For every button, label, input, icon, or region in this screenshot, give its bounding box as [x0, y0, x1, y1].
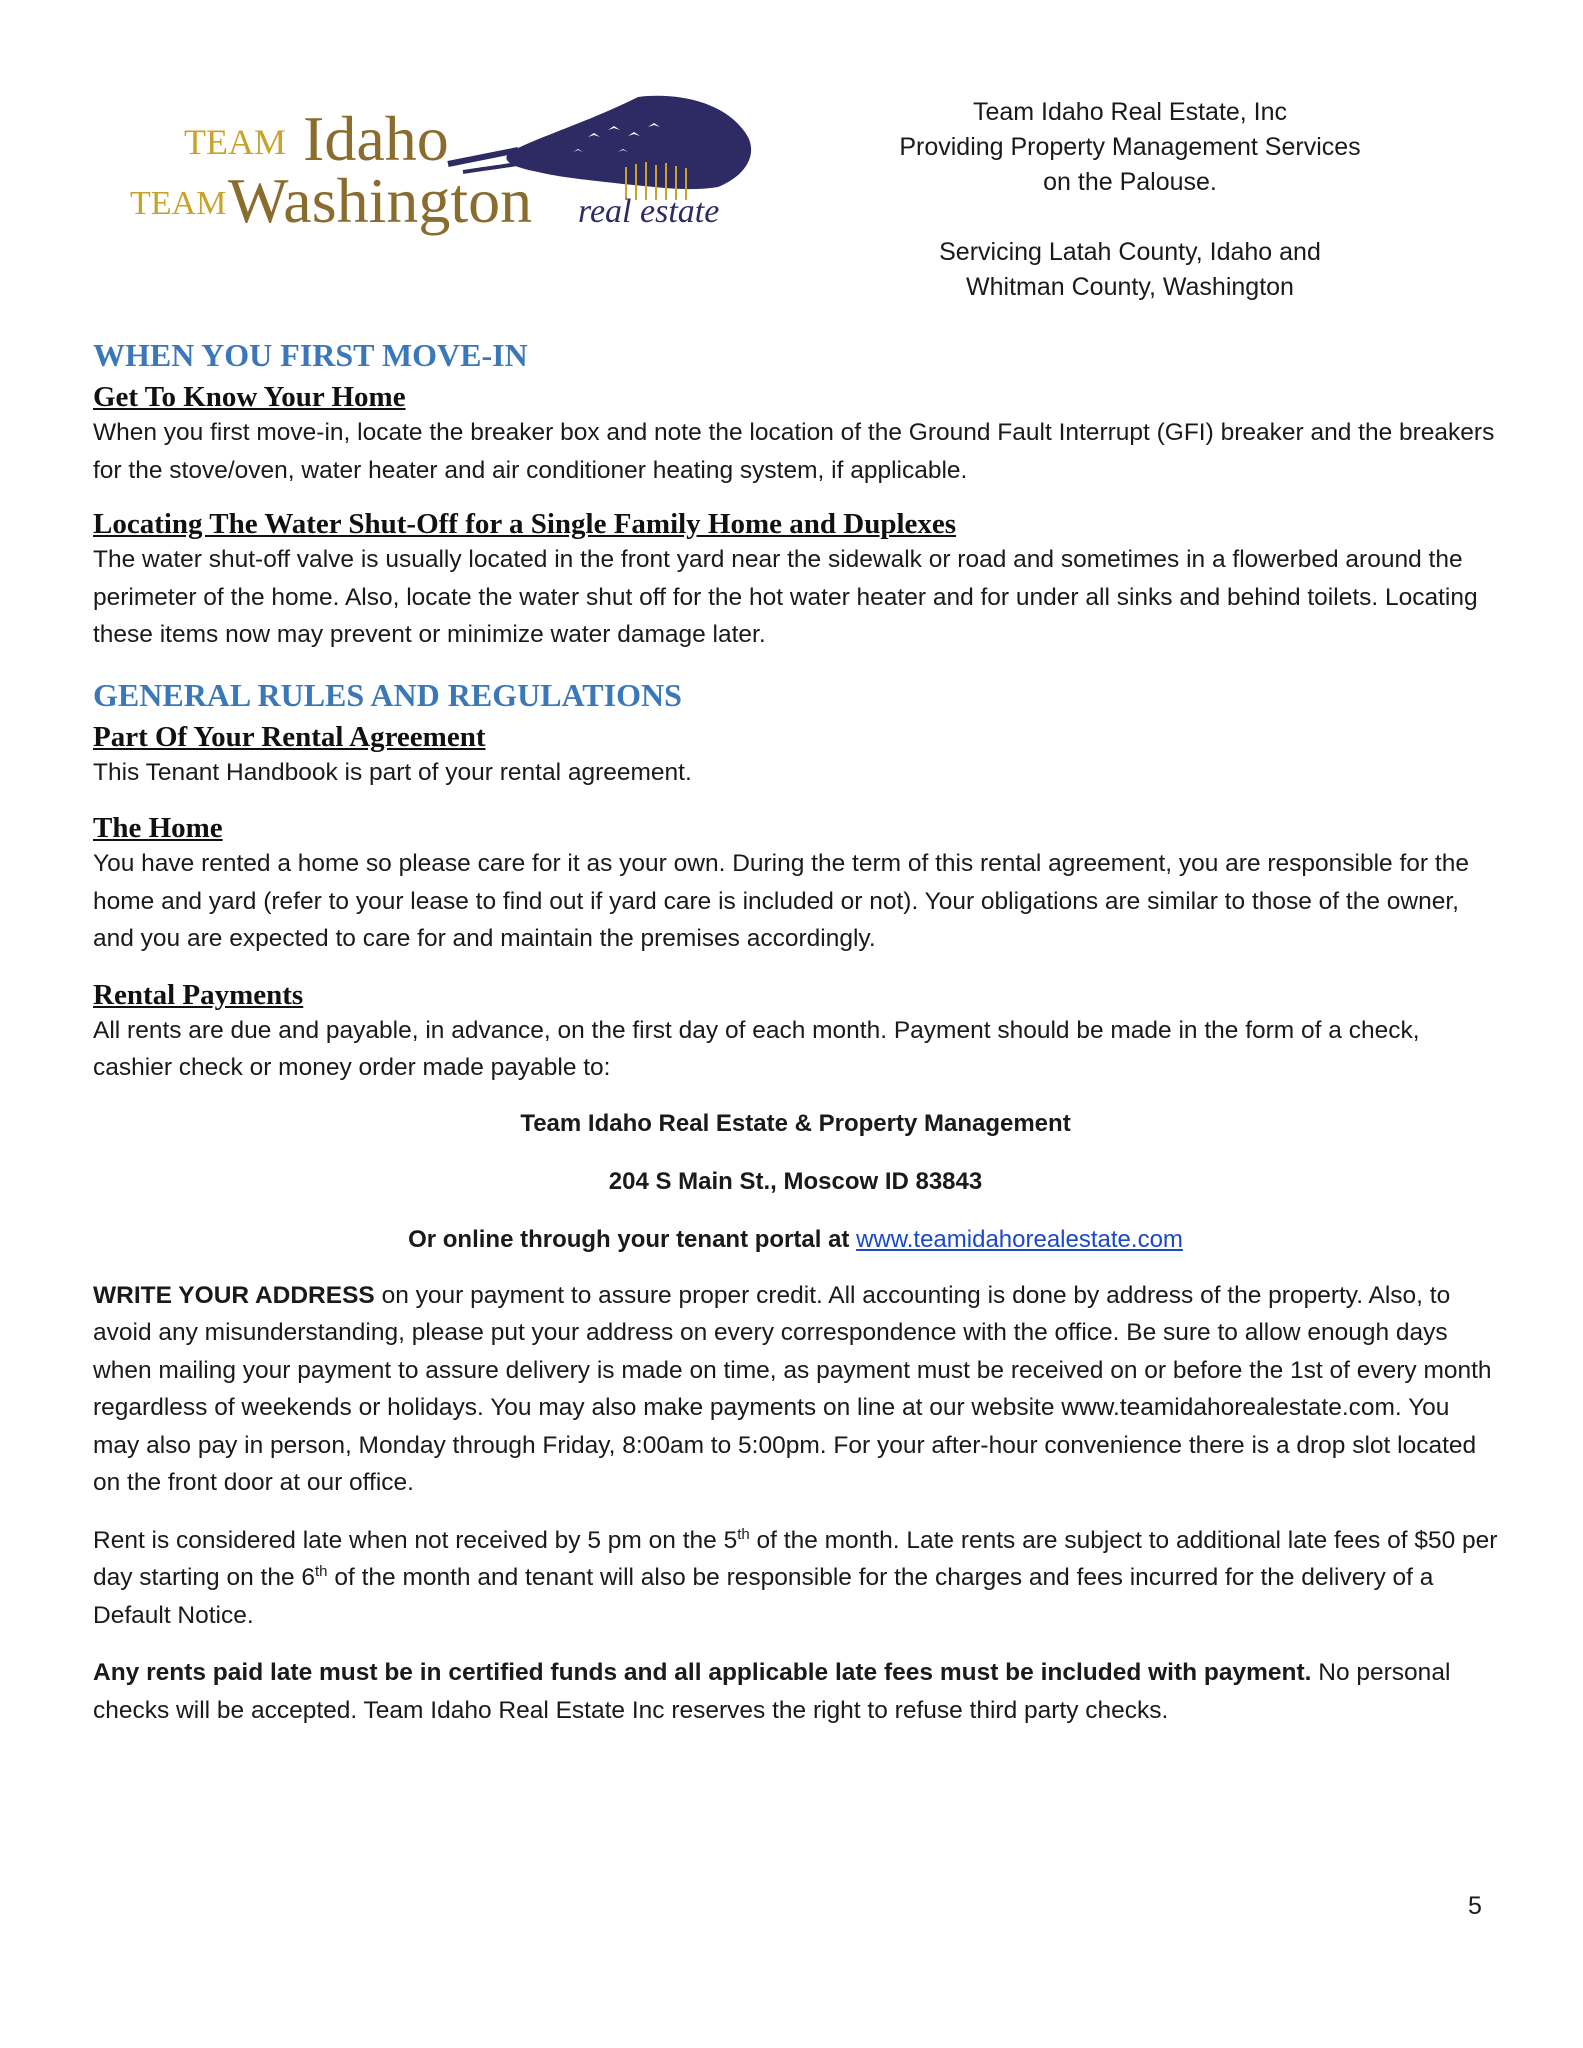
write-address-bold: WRITE YOUR ADDRESS — [93, 1281, 375, 1309]
payee-name: Team Idaho Real Estate & Property Management — [520, 1109, 1071, 1137]
company-line: Providing Property Management Services — [899, 133, 1361, 161]
section-title-rules: GENERAL RULES AND REGULATIONS — [93, 676, 682, 713]
paragraph-rental-agreement: This Tenant Handbook is part of your rental agreement. — [93, 758, 692, 786]
company-line: on the Palouse. — [1043, 168, 1217, 196]
subheading-rental-agreement: Part Of Your Rental Agreement — [93, 720, 486, 753]
certified-text: No personal checks will be accepted. Team Idaho Real Estate Inc reserves the right to refuse third party checks. — [93, 1659, 1451, 1724]
late-text-1: Rent is considered late when not received by 5 pm on the 5 — [93, 1526, 738, 1554]
subheading-know-your-home: Get To Know Your Home — [93, 381, 406, 413]
late-sup-2: th — [315, 1562, 328, 1580]
late-sup-1: th — [737, 1525, 750, 1543]
team-idaho-logo — [118, 92, 758, 262]
paragraph-water-shutoff: The water shut-off valve is usually located in the front yard near the sidewalk or road and sometimes in a flowerbed around the perimeter of the home. Also, locate the water shut off for the hot water heater and for under all sinks and behind toilets. Locating these items now may prevent or minimize water damage later. — [93, 546, 1478, 648]
paragraph-the-home: You have rented a home so please care for it as your own. During the term of this rental agreement, you are responsible for the home and yard (refer to your lease to find out if yard care is included or not). Your obligations are similar to those of the owner, and you are expected to care for and maintain the premises accordingly. — [93, 850, 1469, 952]
subheading-the-home: The Home — [93, 812, 223, 844]
paragraph-late-rent — [93, 1522, 1498, 1635]
late-text-3: of the month and tenant will also be responsible for the charges and fees incurred for the delivery of a Default Notice. — [93, 1564, 1434, 1629]
service-line: Servicing Latah County, Idaho and — [939, 238, 1321, 266]
logo-washington-text: Washington — [228, 165, 533, 236]
company-info — [880, 95, 1380, 305]
company-line: Team Idaho Real Estate, Inc — [972, 98, 1288, 126]
paragraph-rental-payments: All rents are due and payable, in advance, on the first day of each month. Payment should be made in the form of a check, cashier check or money order made payable to: — [93, 1016, 1420, 1081]
late-text-2: of the month. Late rents are subject to additional late fees of $50 per day starting on the 6 — [93, 1526, 1498, 1591]
online-prefix: Or online through your tenant portal at — [408, 1225, 857, 1253]
hills-shape — [506, 96, 751, 189]
page-number: 5 — [1468, 1892, 1482, 1920]
logo-real-estate-text: real estate — [578, 193, 720, 230]
subheading-water-shutoff: Locating The Water Shut-Off for a Single Family Home and Duplexes — [93, 508, 957, 540]
subheading-rental-payments: Rental Payments — [93, 978, 304, 1011]
write-address-text: on your payment to assure proper credit. All accounting is done by address of the property. Also, to avoid any misunderstanding, please put your address on every correspondence with the office. Be sure to allow enough days when mailing your payment to assure delivery is made on time, as payment must be received on or before the 1st of every month regardless of weekends or holidays. You may also make payments on line at our website www.teamidahorealestate.com. You may also pay in person, Monday through Friday, 8:00am to 5:00pm. For your after-hour convenience there is a drop slot located on the front door at our office. — [93, 1281, 1492, 1496]
main-content — [93, 336, 1498, 1729]
service-line: Whitman County, Washington — [966, 273, 1294, 301]
paragraph-certified-funds — [93, 1654, 1498, 1729]
logo-team-text-2: TEAM — [130, 185, 227, 222]
website-link[interactable]: www.teamidahorealestate.com — [856, 1225, 1183, 1253]
logo-idaho-text: Idaho — [303, 103, 449, 174]
section-title-move-in: WHEN YOU FIRST MOVE-IN — [93, 337, 528, 373]
payee-address: 204 S Main St., Moscow ID 83843 — [608, 1167, 983, 1195]
paragraph-write-address — [93, 1277, 1498, 1502]
certified-bold: Any rents paid late must be in certified funds and all applicable late fees must be included with payment. — [93, 1659, 1312, 1686]
paragraph-know-your-home: When you first move-in, locate the breaker box and note the location of the Ground Fault Interrupt (GFI) breaker and the breakers for the stove/oven, water heater and air conditioner heating system, if applicable. — [93, 419, 1495, 484]
online-payment-line — [93, 1223, 1498, 1257]
logo-team-text-1: TEAM — [184, 122, 286, 162]
